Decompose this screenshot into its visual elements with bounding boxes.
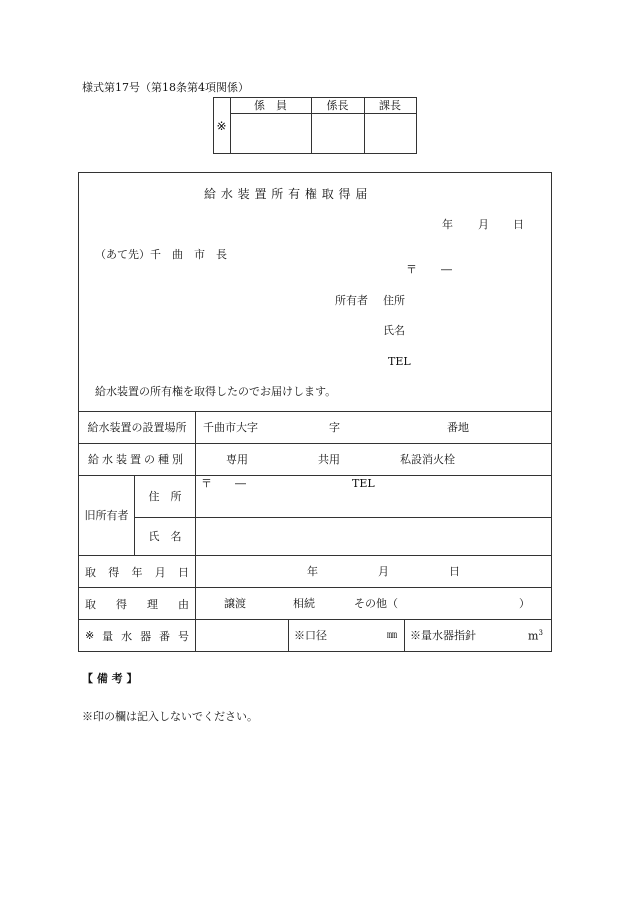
acquisition-date-label — [85, 556, 189, 587]
label-char: 得 — [116, 597, 127, 611]
postal-dash: ― — [441, 263, 452, 276]
postal-mark: 〒 — [406, 263, 417, 276]
reason-label — [85, 588, 189, 619]
date-day-label: 日 — [513, 218, 524, 231]
label-char: 量 — [102, 629, 114, 643]
stamp-field-manager[interactable] — [365, 114, 416, 153]
date-year-label: 年 — [442, 218, 453, 231]
location-city: 千曲市大字 — [203, 421, 258, 434]
meter-reading-unit: $m^3$ — [528, 629, 543, 643]
previous-owner-address-field[interactable] — [196, 476, 551, 517]
label-char: 取 — [85, 597, 96, 611]
label-char: 日 — [178, 565, 189, 579]
label-char: 器 — [140, 629, 152, 643]
date-month-label: 月 — [478, 218, 489, 231]
stamp-field-chief[interactable] — [312, 114, 364, 153]
previous-owner-postal-dash: ― — [235, 477, 246, 490]
type-option-fire-hydrant[interactable]: 私設消火栓 — [400, 453, 455, 466]
label-char: 水 — [121, 629, 133, 643]
previous-owner-name-label: 氏 名 — [148, 530, 182, 543]
meter-reading-label: ※量水器指針 — [410, 629, 476, 642]
label-char: 号 — [177, 629, 189, 643]
header-chief: 係長 — [326, 98, 349, 112]
caliber-field[interactable] — [330, 620, 384, 651]
type-option-exclusive[interactable]: 専用 — [226, 453, 248, 466]
header-manager: 課長 — [379, 98, 401, 112]
stamp-field-staff[interactable] — [231, 114, 311, 153]
header-staff: 係 員 — [254, 98, 287, 112]
label-char: 理 — [147, 597, 158, 611]
form-title: 給 水 装 置 所 有 権 取 得 届 — [204, 187, 368, 201]
caliber-label: ※口径 — [294, 629, 327, 642]
meter-reading-field[interactable] — [482, 620, 526, 651]
label-char: 年 — [131, 565, 143, 579]
previous-owner-name-field[interactable] — [196, 518, 551, 555]
previous-owner-postal-mark: 〒 — [201, 477, 212, 490]
meter-number-field[interactable] — [196, 620, 288, 651]
caliber-unit: ㎜ — [387, 630, 397, 641]
label-char: 番 — [159, 629, 171, 643]
previous-owner-address-label: 住 所 — [148, 490, 182, 503]
previous-owner-tel-label: TEL — [352, 477, 375, 490]
label-char: ※ — [85, 629, 95, 642]
location-banchi: 番地 — [447, 421, 469, 434]
acquisition-day: 日 — [449, 565, 460, 578]
approval-mark: ※ — [216, 118, 227, 133]
type-option-shared[interactable]: 共用 — [318, 453, 340, 466]
acquisition-year: 年 — [307, 565, 318, 578]
reason-option-inheritance[interactable]: 相続 — [293, 597, 315, 610]
location-field[interactable] — [196, 412, 551, 443]
label-char: 得 — [108, 565, 120, 579]
location-label: 給水装置の設置場所 — [87, 421, 187, 434]
label-char: 月 — [154, 565, 166, 579]
label-char: 取 — [85, 565, 96, 579]
location-aza: 字 — [329, 421, 340, 434]
acquisition-date-field[interactable] — [196, 556, 551, 587]
statement: 給水装置の所有権を取得したのでお届けします。 — [95, 385, 337, 398]
remarks-note: ※印の欄は記入しないでください。 — [82, 710, 258, 723]
meter-number-label — [85, 620, 189, 651]
reason-close-paren: ） — [519, 597, 530, 610]
label-char: 由 — [178, 597, 189, 611]
reason-other-field[interactable] — [405, 592, 515, 614]
type-label: 給水装置の種別 — [88, 453, 186, 466]
owner-address-label: 住所 — [383, 294, 405, 307]
form-number: 様式第17号（第18条第4項関係） — [82, 81, 249, 94]
previous-owner-label: 旧所有者 — [84, 509, 129, 522]
reason-option-other[interactable]: その他（ — [354, 597, 398, 610]
owner-label: 所有者 — [335, 294, 368, 307]
owner-name-label: 氏名 — [383, 324, 405, 337]
remarks-heading: 【 備 考 】 — [82, 672, 138, 685]
acquisition-month: 月 — [378, 565, 389, 578]
owner-tel-label: TEL — [388, 355, 411, 368]
reason-option-transfer[interactable]: 譲渡 — [224, 597, 246, 610]
addressee: （あて先）千 曲 市 長 — [95, 248, 227, 261]
